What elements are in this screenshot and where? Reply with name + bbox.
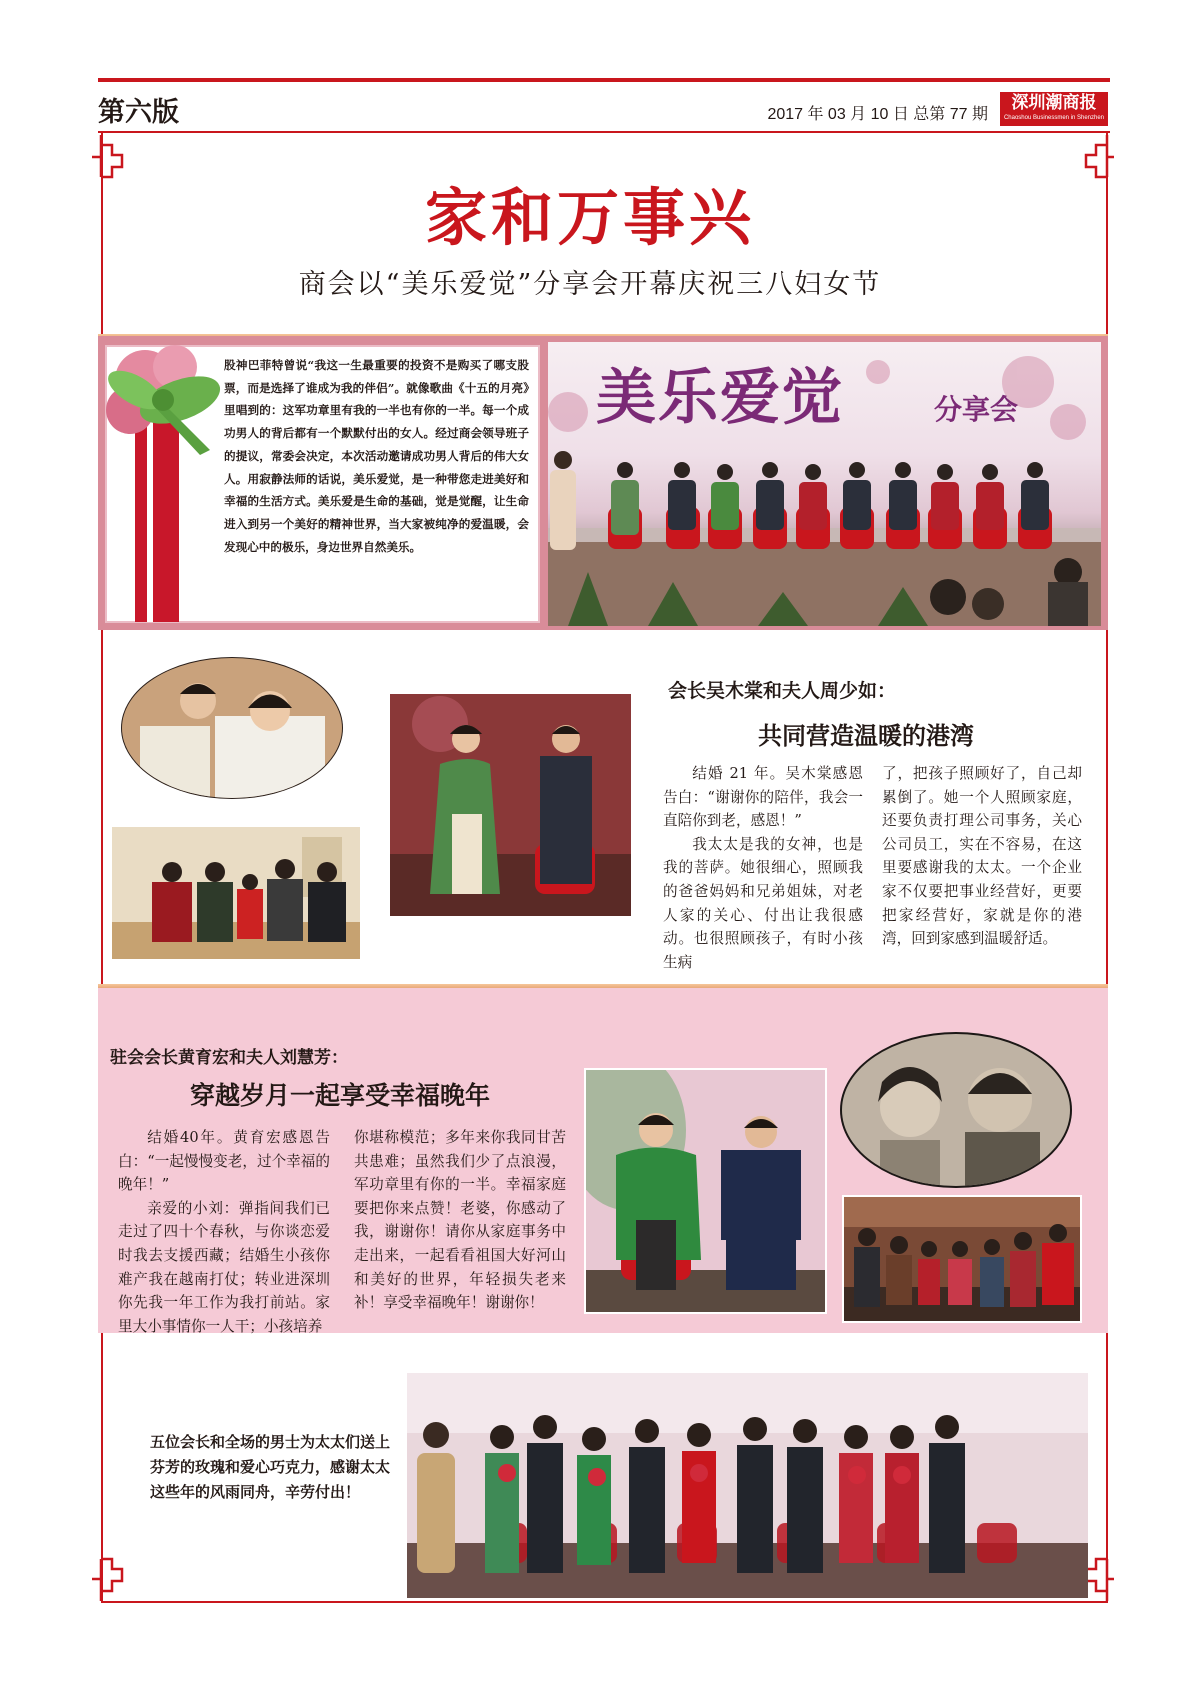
bottom-caption: 五位会长和全场的男士为太太们送上芬芳的玫瑰和爱心巧克力，感谢太太这些年的风雨同舟，辛劳付出！: [150, 1433, 391, 1501]
family-photo-2: [842, 1195, 1082, 1323]
logo-text: 深圳潮商报: [1011, 93, 1097, 113]
couple1-paragraph: 我太太是我的女神，也是我的菩萨。她很细心，照顾我的爸爸妈妈和兄弟姐妹，对老人家的关心、付出让我很感动。也很照顾孩子，有时小孩生病: [663, 835, 863, 971]
corner-ornament-bottom-left: [90, 1553, 140, 1603]
couple2-column-left: [118, 1126, 330, 1338]
couple1-stage-photo: [388, 692, 633, 918]
couple2-stage-photo: [584, 1068, 827, 1314]
couple2-column-right: [354, 1126, 566, 1315]
couple2-paragraph: 你堪称模范；多年来你我同甘苦共患难；虽然我们少了点浪漫，军功章里有你的一半。幸福家庭要把你来点赞！老婆，你感动了我，谢谢你！请你从家庭事务中走出来，一起看看祖国大好河山和美好的世界，年轻损失老来补！享受幸福晚年！谢谢你！: [354, 1129, 566, 1312]
couple2-heading: 穿越岁月一起享受幸福晚年: [190, 1081, 491, 1110]
couple2-caption: 驻会会长黄育宏和夫人刘慧芳：: [110, 1048, 348, 1068]
logo-subtext: Chaoshou Businessmen in Shenzhen: [1003, 115, 1105, 121]
page-subtitle: 商会以“美乐爱觉”分享会开幕庆祝三八妇女节: [298, 269, 882, 300]
couple1-heading: 共同营造温暖的港湾: [758, 721, 974, 750]
newspaper-logo: [1000, 92, 1108, 126]
wedding-photo: [120, 656, 345, 801]
couple1-caption: 会长吴木棠和夫人周少如：: [668, 680, 897, 702]
flower-bow-icon: [105, 345, 235, 465]
stage-banner-title: 美乐爱觉: [596, 363, 844, 433]
top-rule: [98, 78, 1110, 82]
couple1-paragraph: 结婚 21 年。吴木棠感恩告白：“谢谢你的陪伴，我会一直陪你到老，感恩！”: [663, 765, 863, 830]
intro-paragraph: 股神巴菲特曾说“我这一生最重要的投资不是购买了哪支股票，而是选择了谁成为我的伴侣”。就像歌曲《十五的月亮》里唱到的：这军功章里有我的一半也有你的一半。每一个成功男人的背后都有一个默默付出的女人。经过商会领导班子的提议，常委会决定，本次活动邀请成功男人背后的伟大女人。用寂静法师的话说，美乐爱觉，是一种带您走进美好和幸福的生活方式。美乐爱是生命的基础，觉是觉醒，让生命进入到另一个美好的精神世界，当大家被纯净的爱温暖，会发现心中的极乐，身边世界自然美乐。: [224, 358, 529, 554]
family-photo-1: [110, 825, 362, 961]
couple2-paragraph: 亲爱的小刘：弹指间我们已走过了四十个春秋，与你谈恋爱时我去支援西藏；结婚生小孩你难产我在越南打仗；转业进深圳你先我一年工作为我打前站。家里大小事情你一人干；小孩培养: [118, 1199, 330, 1335]
couple1-column-left: [663, 762, 863, 974]
stage-banner-subtitle: 分享会: [934, 393, 1019, 426]
couple1-paragraph: 了，把孩子照顾好了，自己却累倒了。她一个人照顾家庭，还要负责打理公司事务，关心公司员工，实在不容易，在这里要感谢我的太太。一个企业家不仅要把事业经营好，更要把家经营好，家就是你的港湾，回到家感到温暖舒适。: [882, 765, 1082, 948]
page-title: 家和万事兴: [424, 181, 755, 254]
vintage-couple-photo: [840, 1032, 1073, 1189]
group-stage-photo: [407, 1373, 1088, 1598]
couple1-column-right: [882, 762, 1082, 951]
edition-label: 第六版: [98, 97, 179, 128]
bottom-border: [101, 1601, 1108, 1603]
couple2-paragraph: 结婚40年。黄育宏感恩告白：“一起慢慢变老，过个幸福的晚年！”: [118, 1129, 330, 1194]
issue-date: 2017 年 03 月 10 日 总第 77 期: [767, 106, 988, 123]
header-rule: [98, 131, 1110, 133]
